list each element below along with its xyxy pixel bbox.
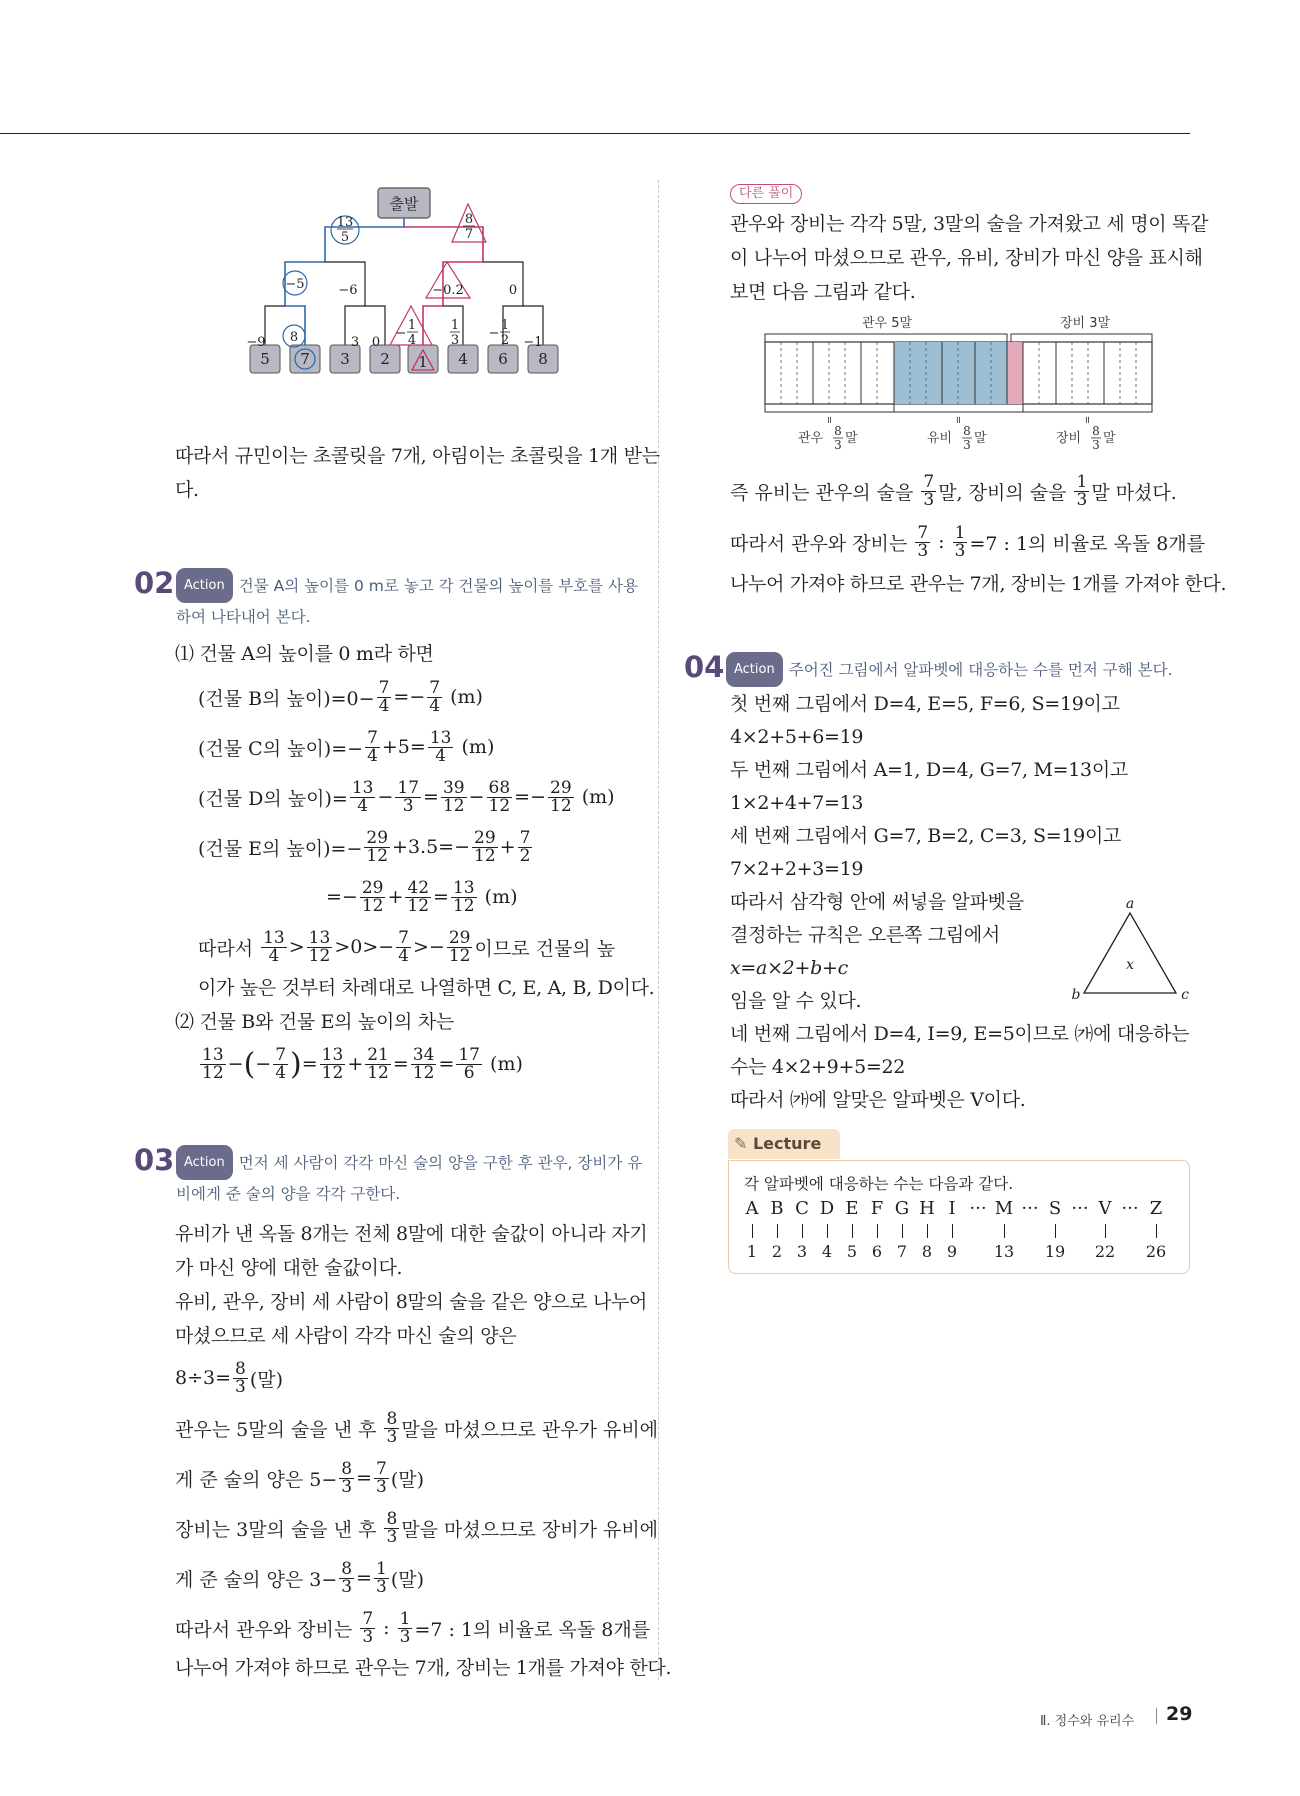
alphabet-number: 19	[1044, 1242, 1066, 1261]
height-e-eq-cont: =− $\frac{29}{12}$ + $\frac{42}{12}$ = $\frac{13}{12}$ (m)	[326, 877, 518, 916]
svg-text:3: 3	[834, 438, 842, 452]
alphabet-letter: Z	[1149, 1198, 1163, 1219]
q04-line: 결정하는 규칙은 오른쪽 그림에서	[730, 924, 1000, 946]
leaf-label: 4	[458, 350, 468, 368]
height-c-eq: (건물 C의 높이)=− $\frac{7}{4}$ +5= $\frac{13}{4}$ (m)	[198, 727, 495, 766]
alphabet-letter: C	[795, 1198, 809, 1219]
label-m12-den: 2	[500, 333, 510, 348]
alphabet-number: 2	[771, 1242, 783, 1261]
q04-line: 따라서 ㈎에 알맞은 알파벳은 V이다.	[730, 1089, 1026, 1111]
label-0b: 0	[371, 335, 381, 350]
svg-text:8: 8	[963, 424, 971, 438]
alphabet-number: 22	[1094, 1242, 1116, 1261]
svg-text:말: 말	[845, 431, 858, 446]
label-minus9: −9	[246, 335, 266, 350]
alphabet-connector	[1055, 1224, 1056, 1238]
label-8: 8	[289, 330, 299, 345]
label-minus02: −0.2	[432, 283, 464, 298]
q03-text: 나누어 가져야 하므로 관우는 7개, 장비는 1개를 가져야 한다.	[175, 1657, 672, 1679]
share-eq: 8÷3= $\frac{8}{3}$ (말)	[175, 1358, 284, 1397]
alphabet-letter: H	[919, 1198, 935, 1219]
height-e-eq: (건물 E의 높이)=− $\frac{29}{12}$ +3.5=− $\frac{29}{12}$ + $\frac{7}{2}$	[198, 827, 531, 866]
alphabet-letter: S	[1048, 1198, 1062, 1219]
label-m12-num: 1	[500, 318, 510, 333]
bar-label-jangbi: 장비	[1056, 431, 1082, 446]
label-8-7-den: 7	[464, 227, 474, 242]
q04-line: 4×2+5+6=19	[730, 726, 864, 748]
height-d-eq: (건물 D의 높이)= $\frac{13}{4}$ − $\frac{17}{3}$ = $\frac{39}{12}$ − $\frac{68}{12}$ =− $\frac{29}{12}$ (m)	[198, 777, 615, 816]
svg-text:8: 8	[1092, 424, 1100, 438]
label-3: 3	[350, 335, 360, 350]
label-minus1: −1	[523, 335, 543, 350]
triangle-x: x	[1126, 957, 1134, 973]
section-label: Ⅱ. 정수와 유리수	[1040, 1714, 1135, 1729]
label-0a: 0	[508, 283, 518, 298]
alphabet-letter: ···	[1071, 1198, 1089, 1219]
alphabet-connector	[777, 1224, 778, 1238]
alphabet-connector	[852, 1224, 853, 1238]
top-rule	[0, 133, 1190, 134]
question-number: 02	[134, 566, 175, 600]
action-badge: Action	[726, 652, 783, 687]
leaf-label: 1	[418, 353, 428, 371]
alphabet-number: 6	[871, 1242, 883, 1261]
rule-triangle	[1065, 895, 1195, 1005]
leaf-label: 5	[260, 350, 270, 368]
action-hint: Action 건물 A의 높이를 0 m로 놓고 각 건물의 높이를 부호를 사용	[176, 568, 638, 603]
q04-line: 네 번째 그림에서 D=4, I=9, E=5이므로 ㈎에 대응하는	[730, 1023, 1190, 1045]
alphabet-number: 3	[796, 1242, 808, 1261]
q01-conclusion-cont: 다.	[175, 479, 199, 501]
equal-mark: ॥	[955, 415, 961, 426]
bar-label-yubi: 유비	[927, 431, 953, 446]
alphabet-letter: A	[745, 1198, 759, 1219]
q04-line: 수는 4×2+9+5=22	[730, 1056, 906, 1078]
alphabet-letter: G	[894, 1198, 910, 1219]
action-badge: Action	[176, 1145, 233, 1180]
alphabet-number: 5	[846, 1242, 858, 1261]
action-hint-cont: 하여 나타내어 본다.	[176, 608, 311, 626]
q02-part1: ⑴ 건물 A의 높이를 0 m라 하면	[175, 643, 434, 665]
ordering-line: 따라서 $\frac{13}{4}$ > $\frac{13}{12}$ >0>− $\frac{7}{4}$ >− $\frac{29}{12}$ 이므로 건물의 높	[198, 927, 616, 966]
equal-mark: ॥	[1084, 415, 1090, 426]
alphabet-connector	[952, 1224, 953, 1238]
q03-text: 마셨으므로 세 사람이 각각 마신 술의 양은	[175, 1325, 517, 1347]
alphabet-number: 8	[921, 1242, 933, 1261]
label-8-7-num: 8	[464, 212, 474, 227]
svg-text:말: 말	[974, 431, 987, 446]
alphabet-letter: V	[1098, 1198, 1112, 1219]
q01-conclusion: 따라서 규민이는 초콜릿을 7개, 아림이는 초콜릿을 1개 받는	[175, 445, 660, 467]
label-m14-num: 1	[407, 318, 417, 333]
leaf-label: 7	[300, 350, 310, 368]
question-number: 03	[134, 1143, 175, 1177]
svg-text:말: 말	[1103, 431, 1116, 446]
triangle-b: b	[1071, 987, 1081, 1003]
bar-top-right-label: 장비 3말	[1059, 316, 1111, 331]
other-text: 관우와 장비는 각각 5말, 3말의 술을 가져왔고 세 명이 똑같	[730, 213, 1209, 235]
alphabet-letter: ···	[969, 1198, 987, 1219]
q02-part2: ⑵ 건물 B와 건물 E의 높이의 차는	[175, 1011, 454, 1033]
start-label: 출발	[389, 195, 419, 213]
alphabet-number: 4	[821, 1242, 833, 1261]
alphabet-letter: B	[770, 1198, 784, 1219]
lecture-tab: ✎ Lecture	[728, 1129, 840, 1159]
q03-gwanwoo-eq: 게 준 술의 양은 5− $\frac{8}{3}$ = $\frac{7}{3}$ (말)	[175, 1458, 425, 1497]
height-b-eq: (건물 B의 높이)=0− $\frac{7}{4}$ =− $\frac{7}{4}$ (m)	[198, 677, 483, 716]
q03-jangbi: 장비는 3말의 술을 낸 후 $\frac{8}{3}$ 말을 마셨으므로 장비가 유비에	[175, 1508, 659, 1547]
alphabet-connector	[877, 1224, 878, 1238]
label-minus6: −6	[338, 283, 358, 298]
leaf-label: 8	[538, 350, 548, 368]
other-text: 보면 다음 그림과 같다.	[730, 281, 916, 303]
alphabet-letter: ···	[1121, 1198, 1139, 1219]
other-solution-badge: 다른 풀이	[730, 184, 802, 204]
svg-text:−: −	[395, 326, 407, 341]
label-13-5-den: 5	[340, 230, 350, 245]
alphabet-connector	[927, 1224, 928, 1238]
page-number: 29	[1166, 1703, 1193, 1725]
leaf-label: 3	[340, 350, 350, 368]
other-text: 나누어 가져야 하므로 관우는 7개, 장비는 1개를 가져야 한다.	[730, 573, 1227, 595]
alphabet-number: 1	[746, 1242, 758, 1261]
q04-line: 7×2+2+3=19	[730, 858, 864, 880]
svg-text:−: −	[488, 326, 500, 341]
svg-text:8: 8	[834, 424, 842, 438]
leaf-label: 2	[380, 350, 390, 368]
triangle-c: c	[1181, 987, 1189, 1003]
q04-line: 두 번째 그림에서 A=1, D=4, G=7, M=13이고	[730, 759, 1128, 781]
label-minus5: −5	[285, 277, 305, 292]
alphabet-connector	[802, 1224, 803, 1238]
label-m14-den: 4	[407, 333, 417, 348]
action-hint-cont: 비에게 준 술의 양을 각각 구한다.	[176, 1185, 401, 1203]
triangle-a: a	[1125, 896, 1135, 912]
difference-eq: $\frac{13}{12}$ − ( − $\frac{7}{4}$ ) = $\frac{13}{12}$ + $\frac{21}{12}$ = $\frac{34}{12}$ = $\frac{17}{6}$ (m)	[202, 1044, 523, 1083]
share-bar-diagram	[755, 312, 1165, 452]
ladder-tree-diagram	[230, 180, 610, 440]
equal-mark: ॥	[826, 415, 832, 426]
q03-ratio: 따라서 관우와 장비는 $\frac{7}{3}$ : $\frac{1}{3}$ =7 : 1의 비율로 옥돌 8개를	[175, 1608, 651, 1647]
bar-label-gwanwoo: 관우	[798, 431, 824, 446]
label-13-den: 3	[450, 333, 460, 348]
q03-gwanwoo: 관우는 5말의 술을 낸 후 $\frac{8}{3}$ 말을 마셨으므로 관우가 유비에	[175, 1408, 659, 1447]
q04-line: 임을 알 수 있다.	[730, 990, 862, 1012]
q04-line: 따라서 삼각형 안에 써넣을 알파벳을	[730, 891, 1024, 913]
q04-rule: x=a×2+b+c	[730, 957, 848, 979]
q04-line: 첫 번째 그림에서 D=4, E=5, F=6, S=19이고	[730, 693, 1120, 715]
bar-top-left-label: 관우 5말	[861, 316, 913, 331]
question-number: 04	[684, 650, 725, 684]
alphabet-number: 26	[1145, 1242, 1167, 1261]
alphabet-letter: E	[845, 1198, 859, 1219]
alphabet-connector	[1004, 1224, 1005, 1238]
q03-jangbi-eq: 게 준 술의 양은 3− $\frac{8}{3}$ = $\frac{1}{3}$ (말)	[175, 1558, 425, 1597]
label-13-5-num: 13	[336, 215, 354, 230]
q03-text: 유비, 관우, 장비 세 사람이 8말의 술을 같은 양으로 나누어	[175, 1291, 648, 1313]
q04-line: 세 번째 그림에서 G=7, B=2, C=3, S=19이고	[730, 825, 1122, 847]
action-hint: Action 먼저 세 사람이 각각 마신 술의 양을 구한 후 관우, 장비가 유	[176, 1145, 642, 1180]
action-hint: Action 주어진 그림에서 알파벳에 대응하는 수를 먼저 구해 본다.	[726, 652, 1173, 687]
other-text: 이 나누어 마셨으므로 관우, 유비, 장비가 마신 양을 표시해	[730, 247, 1203, 269]
lecture-intro: 각 알파벳에 대응하는 수는 다음과 같다.	[744, 1175, 1014, 1193]
q04-line: 1×2+4+7=13	[730, 792, 864, 814]
alphabet-letter: D	[819, 1198, 835, 1219]
pencil-icon: ✎	[734, 1134, 748, 1153]
alphabet-letter: M	[994, 1198, 1014, 1219]
alphabet-number: 9	[946, 1242, 958, 1261]
alphabet-connector	[1156, 1224, 1157, 1238]
alphabet-letter: F	[870, 1198, 884, 1219]
svg-text:3: 3	[963, 438, 971, 452]
other-ratio: 따라서 관우와 장비는 $\frac{7}{3}$ : $\frac{1}{3}$ =7 : 1의 비율로 옥돌 8개를	[730, 522, 1206, 561]
leaf-label: 6	[498, 350, 508, 368]
q03-text: 유비가 낸 옥돌 8개는 전체 8말에 대한 술값이 아니라 자기	[175, 1223, 648, 1245]
other-result-1: 즉 유비는 관우의 술을 $\frac{7}{3}$ 말, 장비의 술을 $\frac{1}{3}$ 말 마셨다.	[730, 471, 1177, 510]
alphabet-letter: I	[948, 1198, 956, 1219]
ordering-result: 이가 높은 것부터 차례대로 나열하면 C, E, A, B, D이다.	[198, 977, 655, 999]
alphabet-number: 7	[896, 1242, 908, 1261]
action-badge: Action	[176, 568, 233, 603]
alphabet-connector	[1105, 1224, 1106, 1238]
alphabet-letter: ···	[1021, 1198, 1039, 1219]
q03-text: 가 마신 양에 대한 술값이다.	[175, 1257, 403, 1279]
alphabet-number: 13	[993, 1242, 1015, 1261]
footer-divider	[1156, 1708, 1157, 1724]
alphabet-connector	[827, 1224, 828, 1238]
label-13-num: 1	[450, 318, 460, 333]
column-divider	[658, 180, 659, 1680]
alphabet-connector	[752, 1224, 753, 1238]
alphabet-connector	[902, 1224, 903, 1238]
svg-text:3: 3	[1092, 438, 1100, 452]
